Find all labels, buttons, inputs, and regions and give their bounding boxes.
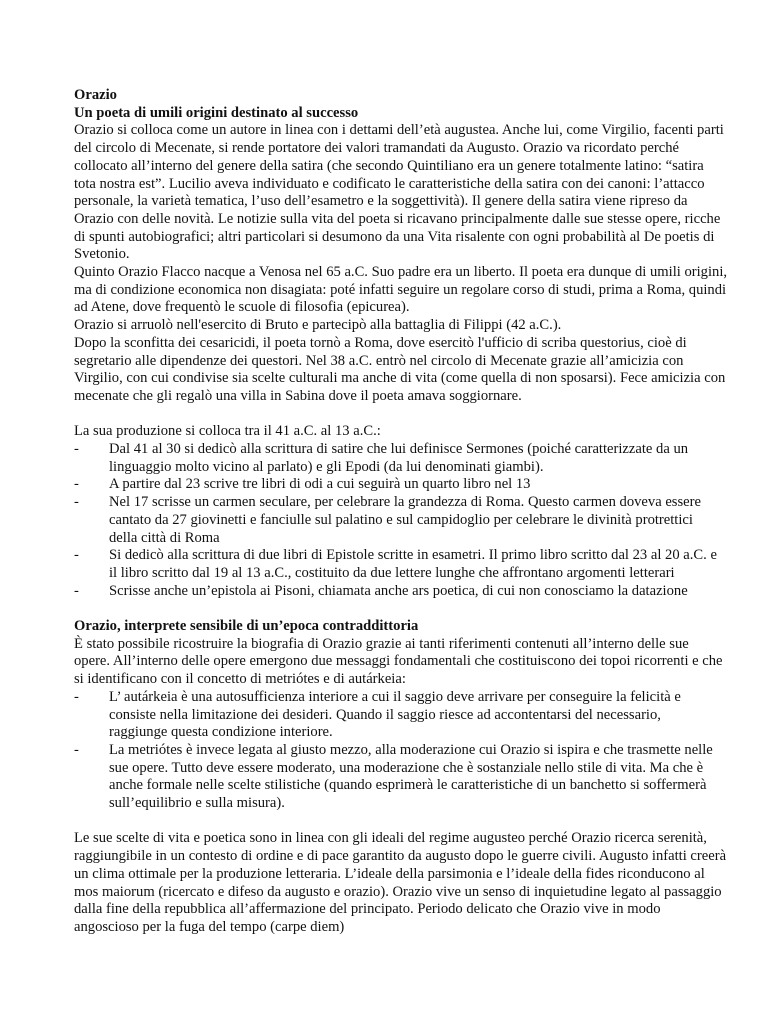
paragraph: Orazio si colloca come un autore in linea con i dettami dell’età augustea. Anche lui, come Virgilio, facenti parti del circolo di Mecenate, si rende portatore dei valori tramandati da Augusto. Orazio va ricordato perché collocato all’interno del genere della satira (che secondo Quintiliano era un genere totalmente latino: “satira tota nostra est”. Lucilio aveva individuato e codificato le caratteristiche della satira con dei canoni: l’attacco personale, la varietà tematica, l’uso dell’esametro e la soggettività). Il genere della satira viene ripreso da Orazio con delle novità. Le notizie sulla vita del poeta si ricavano principalmente dalle sue stesse opere, ricche di spunti autobiografici; altri particolari si desumono da una Vita risalente con ogni probabilità al De poetis di Svetonio. (74, 122, 724, 263)
blank-line (74, 406, 728, 424)
list-marker: - (74, 494, 79, 511)
list-item-text: L’ autárkeia è una autosufficienza interiore a cui il saggio deve arrivare per conseguire la felicità e consiste nella limitazione dei desideri. Quando il saggio riesce ad accontentarsi del necessario, raggiunge questa condizione interiore. (109, 688, 681, 741)
topoi-list (74, 689, 728, 813)
list-item (74, 741, 720, 813)
list-marker: - (74, 476, 79, 493)
paragraph: È stato possibile ricostruire la biografia di Orazio grazie ai tanti riferimenti contenuti all’interno delle sue opere. All’interno delle opere emergono due messaggi fondamentali che costituiscono dei topoi ricorrenti e che si identificano con il concetto di metriótes e di autárkeia: (74, 635, 723, 688)
section-heading: Un poeta di umili origini destinato al successo (74, 104, 359, 121)
paragraph: Le sue scelte di vita e poetica sono in linea con gli ideali del regime augusteo perché Orazio ricerca serenità, raggiungibile in un contesto di ordine e di pace garantito da augusto dopo le guerre civili. Augusto infatti creerà un clima ottimale per la produzione letteraria. L’ideale della parsimonia e l’ideale della fides riconducono al mos maiorum (ricercato e difeso da augusto e orazio). Orazio vive un senso di inquietudine legato al passaggio dalla fine della repubblica all’affermazione del principato. Periodo delicato che Orazio vive in modo angoscioso per la fuga del tempo (carpe diem) (74, 830, 727, 935)
list-marker: - (74, 547, 79, 564)
blank-line (74, 600, 728, 618)
production-list (74, 441, 728, 600)
list-item (74, 494, 720, 547)
list-item (74, 547, 720, 582)
production-intro: La sua produzione si colloca tra il 41 a.C. al 13 a.C.: (74, 423, 381, 440)
list-marker: - (74, 688, 79, 705)
list-item-text: Nel 17 scrisse un carmen seculare, per celebrare la grandezza di Roma. Questo carmen doveva essere cantato da 27 giovinetti e fanciulle sul palatino e sul campidoglio per celebrare le divinità protrettici della città di Roma (109, 494, 701, 546)
list-item (74, 476, 720, 494)
list-marker: - (74, 741, 79, 758)
paragraph: Quinto Orazio Flacco nacque a Venosa nel 65 a.C. Suo padre era un liberto. Il poeta era dunque di umili origini, ma di condizione economica non disagiata: poté infatti seguire un regolare corso di studi, prima a Roma, quindi ad Atene, dove frequentò le scuole di filosofia (epicurea). (74, 264, 728, 316)
list-item (74, 441, 720, 476)
list-item (74, 582, 720, 601)
paragraph: Orazio si arruolò nell'esercito di Bruto e partecipò alla battaglia di Filippi (42 a.C.). (74, 317, 562, 334)
document-title: Orazio (74, 87, 117, 103)
list-item-text: Dal 41 al 30 si dedicò alla scrittura di satire che lui definisce Sermones (poiché caratterizzate da un linguaggio molto vicino al parlato) e gli Epodi (da lui denominati giambi). (109, 441, 689, 475)
list-item-text: A partire dal 23 scrive tre libri di odi a cui seguirà un quarto libro nel 13 (109, 476, 531, 493)
blank-line (74, 813, 728, 831)
list-item-text: Si dedicò alla scrittura di due libri di Epistole scritte in esametri. Il primo libro scritto dal 23 al 20 a.C. e il libro scritto dal 19 al 13 a.C., costituito da due lettere lunghe che affrontano argomenti letterari (109, 547, 717, 581)
list-marker: - (74, 441, 79, 458)
list-item-text: La metriótes è invece legata al giusto mezzo, alla moderazione cui Orazio si ispira e che trasmette nelle sue opere. Tutto deve essere moderato, una moderazione che è sostanziale nello stile di vita. Ma che è anche formale nelle scelte stilistiche (quando esprimerà le caratteristiche di un banchetto si soffermerà sull’equilibrio e sulla misura). (109, 741, 713, 812)
paragraph: Dopo la sconfitta dei cesaricidi, il poeta tornò a Roma, dove esercitò l'ufficio di scriba questorius, cioè di segretario alle dipendenze dei questori. Nel 38 a.C. entrò nel circolo di Mecenate grazie all’amicizia con Virgilio, con cui condivise sia scelte culturali ma anche di vita (come quella di non sposarsi). Fece amicizia con mecenate che gli regalò una villa in Sabina dove il poeta amava soggiornare. (74, 334, 726, 404)
list-item (74, 688, 720, 742)
list-item-text: Scrisse anche un’epistola ai Pisoni, chiamata anche ars poetica, di cui non conosciamo la datazione (109, 582, 688, 599)
section-heading: Orazio, interprete sensibile di un’epoca contraddittoria (74, 618, 419, 635)
list-marker: - (74, 582, 79, 599)
